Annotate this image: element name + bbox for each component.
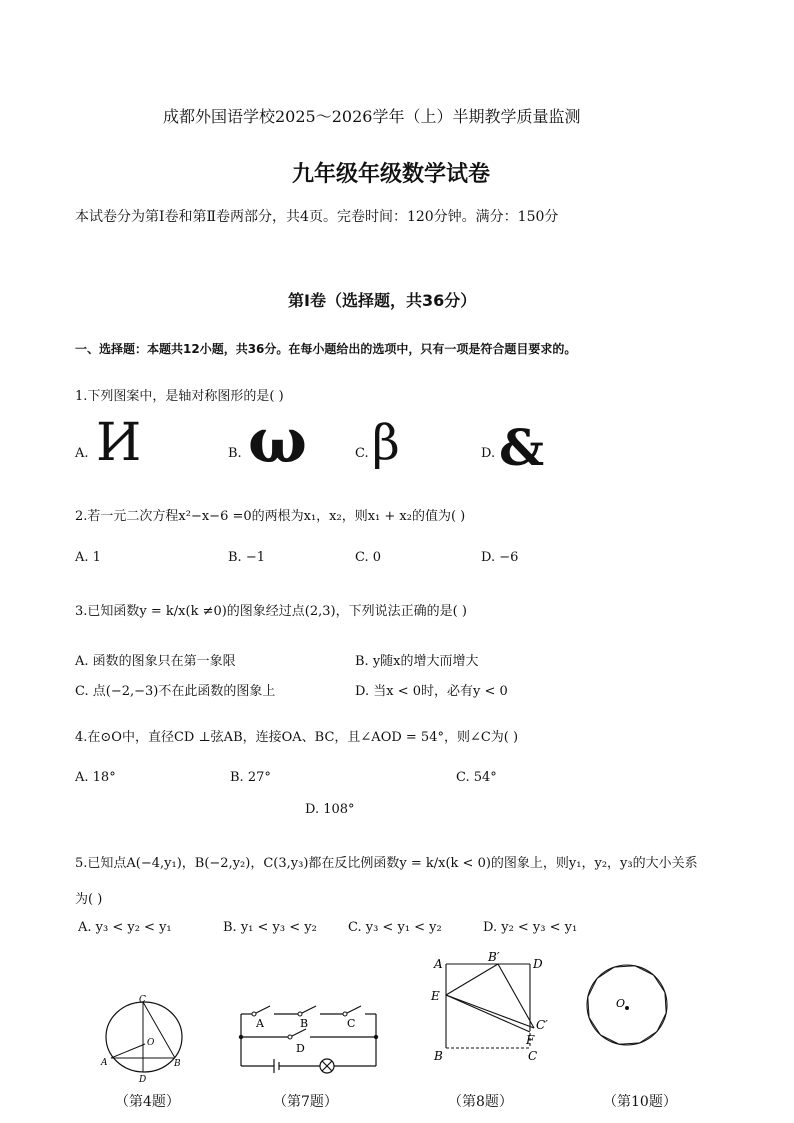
q1-option-a-label: A. (75, 446, 89, 461)
fig8-label-b-prime: B′ (488, 950, 500, 964)
fig4-caption: （第4题） (115, 1094, 180, 1110)
q4-option-b: B. 27° (230, 770, 271, 785)
exam-title: 九年级年级数学试卷 (292, 162, 491, 187)
q1-option-d-label: D. (481, 446, 496, 461)
figure-10-polygon-circle-diagram (584, 962, 674, 1050)
q2-stem: 2.若一元二次方程x²−x−6 =0的两根为x₁，x₂，则x₁ + x₂的值为( ) (75, 509, 466, 524)
fig7-label-a: A (256, 1017, 264, 1030)
part1-instruction: 一、选择题：本题共12小题，共36分。在每小题给出的选项中，只有一项是符合题目要求的。 (75, 342, 577, 356)
fig8-label-c: C (528, 1049, 538, 1063)
fig10-caption: （第10题） (603, 1094, 677, 1110)
fig8-label-a: A (434, 957, 443, 971)
fig4-label-a: A (101, 1058, 108, 1068)
fig7-label-b: B (300, 1017, 309, 1030)
part1-heading: 第Ⅰ卷（选择题，共36分） (288, 291, 477, 310)
figure-8-fold-diagram (428, 950, 560, 1065)
fig4-label-d: D (139, 1075, 147, 1084)
fig8-label-d: D (533, 957, 543, 971)
q5-option-b: B. y₁ < y₃ < y₂ (223, 920, 317, 935)
fig8-label-b: B (434, 1049, 443, 1063)
q1-option-b-glyph: ω (248, 404, 308, 477)
q1-option-d-glyph: & (499, 418, 545, 477)
exam-intro: 本试卷分为第Ⅰ卷和第Ⅱ卷两部分，共4页。完卷时间：120分钟。满分：150分 (75, 209, 559, 225)
figure-7-circuit-diagram (232, 1000, 384, 1076)
q2-option-c: C. 0 (355, 550, 382, 565)
fig8-label-f: F (526, 1033, 535, 1047)
fig7-caption: （第7题） (273, 1094, 338, 1110)
q4-option-d: D. 108° (305, 802, 355, 817)
fig7-label-c: C (347, 1017, 356, 1030)
q2-option-b: B. −1 (228, 550, 265, 565)
q3-option-d: D. 当x < 0时，必有y < 0 (355, 684, 508, 699)
fig8-label-e: E (431, 989, 440, 1003)
q1-option-c-glyph: β (372, 415, 400, 471)
fig8-label-c-prime: C′ (536, 1018, 548, 1032)
q5-stem: 5.已知点A(−4,y₁)，B(−2,y₂)，C(3,y₃)都在反比例函数y = k/x(k < 0)的图象上，则y₁，y₂，y₃的大小关系 (75, 856, 698, 871)
q4-stem: 4.在⊙O中，直径CD ⊥弦AB，连接OA、BC，且∠AOD = 54°，则∠C为( ) (75, 730, 519, 745)
q2-option-a: A. 1 (75, 550, 101, 565)
school-line: 成都外国语学校2025～2026学年（上）半期教学质量监测 (163, 107, 581, 126)
fig10-label-o: O (616, 997, 626, 1010)
q5-option-c: C. y₃ < y₁ < y₂ (348, 920, 442, 935)
fig7-label-d: D (296, 1042, 305, 1055)
q3-stem: 3.已知函数y = k/x(k ≠0)的图象经过点(2,3)，下列说法正确的是( ) (75, 604, 467, 619)
q5-option-a: A. y₃ < y₂ < y₁ (78, 920, 172, 935)
q1-stem: 1.下列图案中，是轴对称图形的是( ) (75, 389, 284, 404)
q2-option-d: D. −6 (481, 550, 519, 565)
q3-option-b: B. y随x的增大而增大 (355, 654, 479, 669)
q1-option-c-label: C. (355, 446, 369, 461)
q4-option-c: C. 54° (456, 770, 497, 785)
q1-option-b-label: B. (228, 446, 242, 461)
q3-option-c: C. 点(−2,−3)不在此函数的图象上 (75, 684, 276, 699)
q4-option-a: A. 18° (75, 770, 116, 785)
q5-stem-cont: 为( ) (75, 892, 103, 907)
fig4-label-b: B (174, 1059, 181, 1069)
figure-4-circle-diagram (98, 992, 190, 1084)
q1-option-a-glyph: И (96, 413, 142, 473)
fig8-caption: （第8题） (448, 1094, 513, 1110)
q5-option-d: D. y₂ < y₃ < y₁ (483, 920, 578, 935)
q3-option-a: A. 函数的图象只在第一象限 (75, 654, 236, 669)
fig4-label-o: O (147, 1038, 155, 1048)
fig4-label-c: C (139, 995, 146, 1005)
